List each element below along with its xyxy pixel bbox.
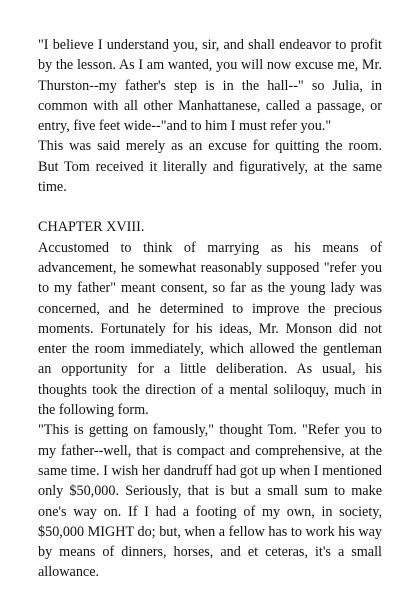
paragraph-marrying: Accustomed to think of marrying as his means of advancement, he somewhat reasonably supposed "refer you to my father" meant consent, so far as the young lady was concerned, and he determined to improve the precious moments. Fortunately for his ideas, Mr. Monson did not enter the room immediately, which allowed the gentleman an opportunity for a little deliberation. As usual, his thoughts took the direction of a mental soliloquy, much in the following form. <box>38 239 382 419</box>
document-page <box>38 35 382 583</box>
paragraph-julia-reply: "I believe I understand you, sir, and shall endeavor to profit by the lesson. As I am wanted, you will now excuse me, Mr. Thurston--my father's step is in the hall--" so Julia, in common with all other Manhattanese, called a passage, or entry, five feet wide--"and to him I must refer you." <box>38 37 382 135</box>
paragraph-soliloquy: "This is getting on famously," thought Tom. "Refer you to my father--well, that is compact and comprehensive, at the same time. I wish her dandruff had got up when I mentioned only $50,000. Seriously, that is but a small sum to make one's way on. If I had a footing of my own, in society, $50,000 MIGHT do; but, when a fellow has to work his way by means of dinners, horses, and et ceteras, it's a small allowance. <box>38 422 382 581</box>
paragraph-excuse: This was said merely as an excuse for quitting the room. But Tom received it literally and figuratively, at the same time. <box>38 138 382 196</box>
chapter-heading: CHAPTER XVIII. <box>38 219 145 236</box>
paragraph-gap <box>38 197 382 217</box>
